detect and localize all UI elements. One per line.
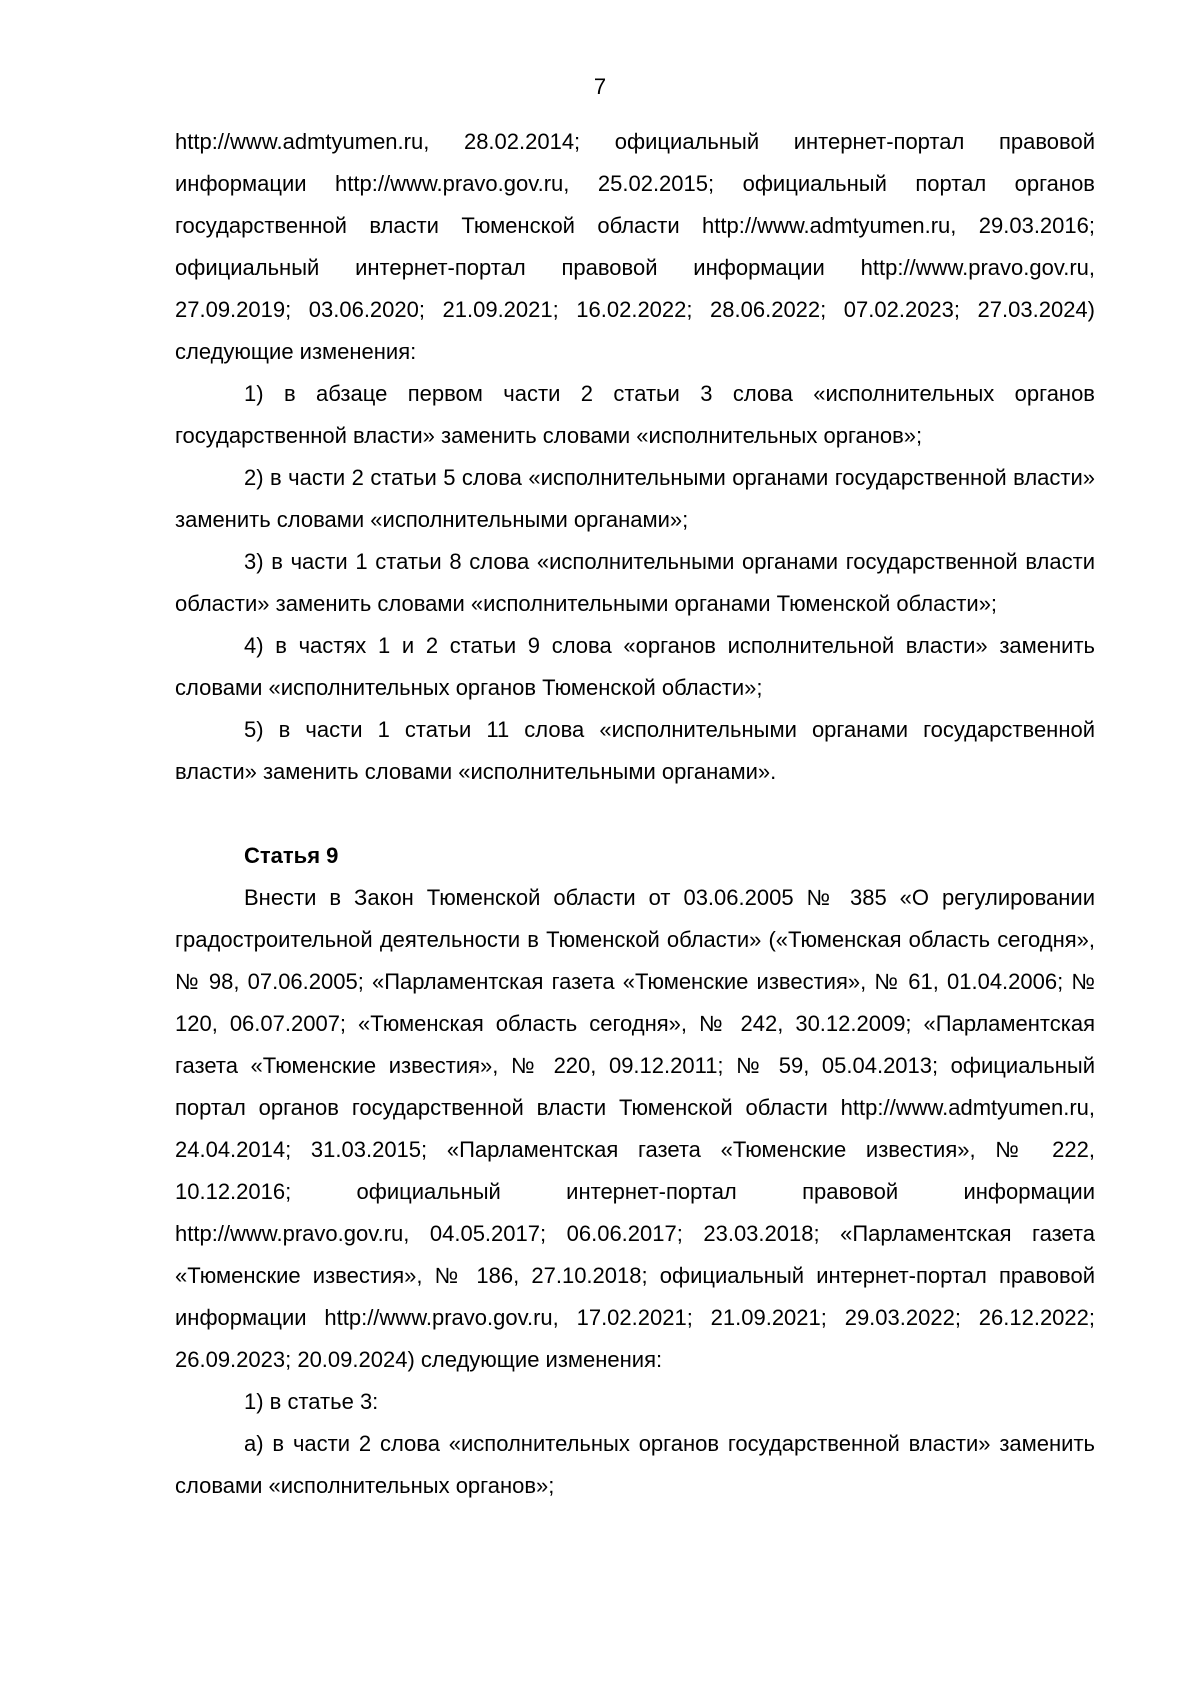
page-number: 7 — [593, 74, 607, 99]
document-body — [175, 121, 1095, 1507]
paragraph-continuation: http://www.admtyumen.ru, 28.02.2014; официальный интернет-портал правовой информации http://www.pravo.gov.ru, 25.02.2015; официальный портал органов государственной власти Тюменской области http://www.admtyumen.ru, 29.03.2016; официальный интернет-портал правовой информации http://www.pravo.gov.ru, 27.09.2019; 03.06.2020; 21.09.2021; 16.02.2022; 28.06.2022; 07.02.2023; 27.03.2024) следующие изменения: — [175, 129, 1095, 364]
amendment-item-5: 5) в части 1 статьи 11 слова «исполнительными органами государственной власти» заменить словами «исполнительными органами». — [175, 717, 1095, 784]
article-item-1: 1) в статье 3: — [244, 1389, 379, 1414]
amendment-item-2: 2) в части 2 статьи 5 слова «исполнительными органами государственной власти» заменить словами «исполнительными органами»; — [175, 465, 1095, 532]
amendment-item-3: 3) в части 1 статьи 8 слова «исполнительными органами государственной власти области» заменить словами «исполнительными органами Тюменской области»; — [175, 549, 1095, 616]
amendment-item-1: 1) в абзаце первом части 2 статьи 3 слова «исполнительных органов государственной власти» заменить словами «исполнительных органов»; — [175, 381, 1095, 448]
article-heading: Статья 9 — [244, 843, 339, 868]
article-subitem-a: а) в части 2 слова «исполнительных органов государственной власти» заменить словами «исполнительных органов»; — [175, 1431, 1095, 1498]
amendment-item-4: 4) в частях 1 и 2 статьи 9 слова «органов исполнительной власти» заменить словами «исполнительных органов Тюменской области»; — [175, 633, 1095, 700]
article-intro-paragraph: Внести в Закон Тюменской области от 03.06.2005 № 385 «О регулировании градостроительной деятельности в Тюменской области» («Тюменская область сегодня», № 98, 07.06.2005; «Парламентская газета «Тюменские известия», № 61, 01.04.2006; № 120, 06.07.2007; «Тюменская область сегодня», № 242, 30.12.2009; «Парламентская газета «Тюменские известия», № 220, 09.12.2011; № 59, 05.04.2013; официальный портал органов государственной власти Тюменской области http://www.admtyumen.ru, 24.04.2014; 31.03.2015; «Парламентская газета «Тюменские известия», № 222, 10.12.2016; официальный интернет-портал правовой информации http://www.pravo.gov.ru, 04.05.2017; 06.06.2017; 23.03.2018; «Парламентская газета «Тюменские известия», № 186, 27.10.2018; официальный интернет-портал правовой информации http://www.pravo.gov.ru, 17.02.2021; 21.09.2021; 29.03.2022; 26.12.2022; 26.09.2023; 20.09.2024) следующие изменения: — [175, 885, 1095, 1372]
